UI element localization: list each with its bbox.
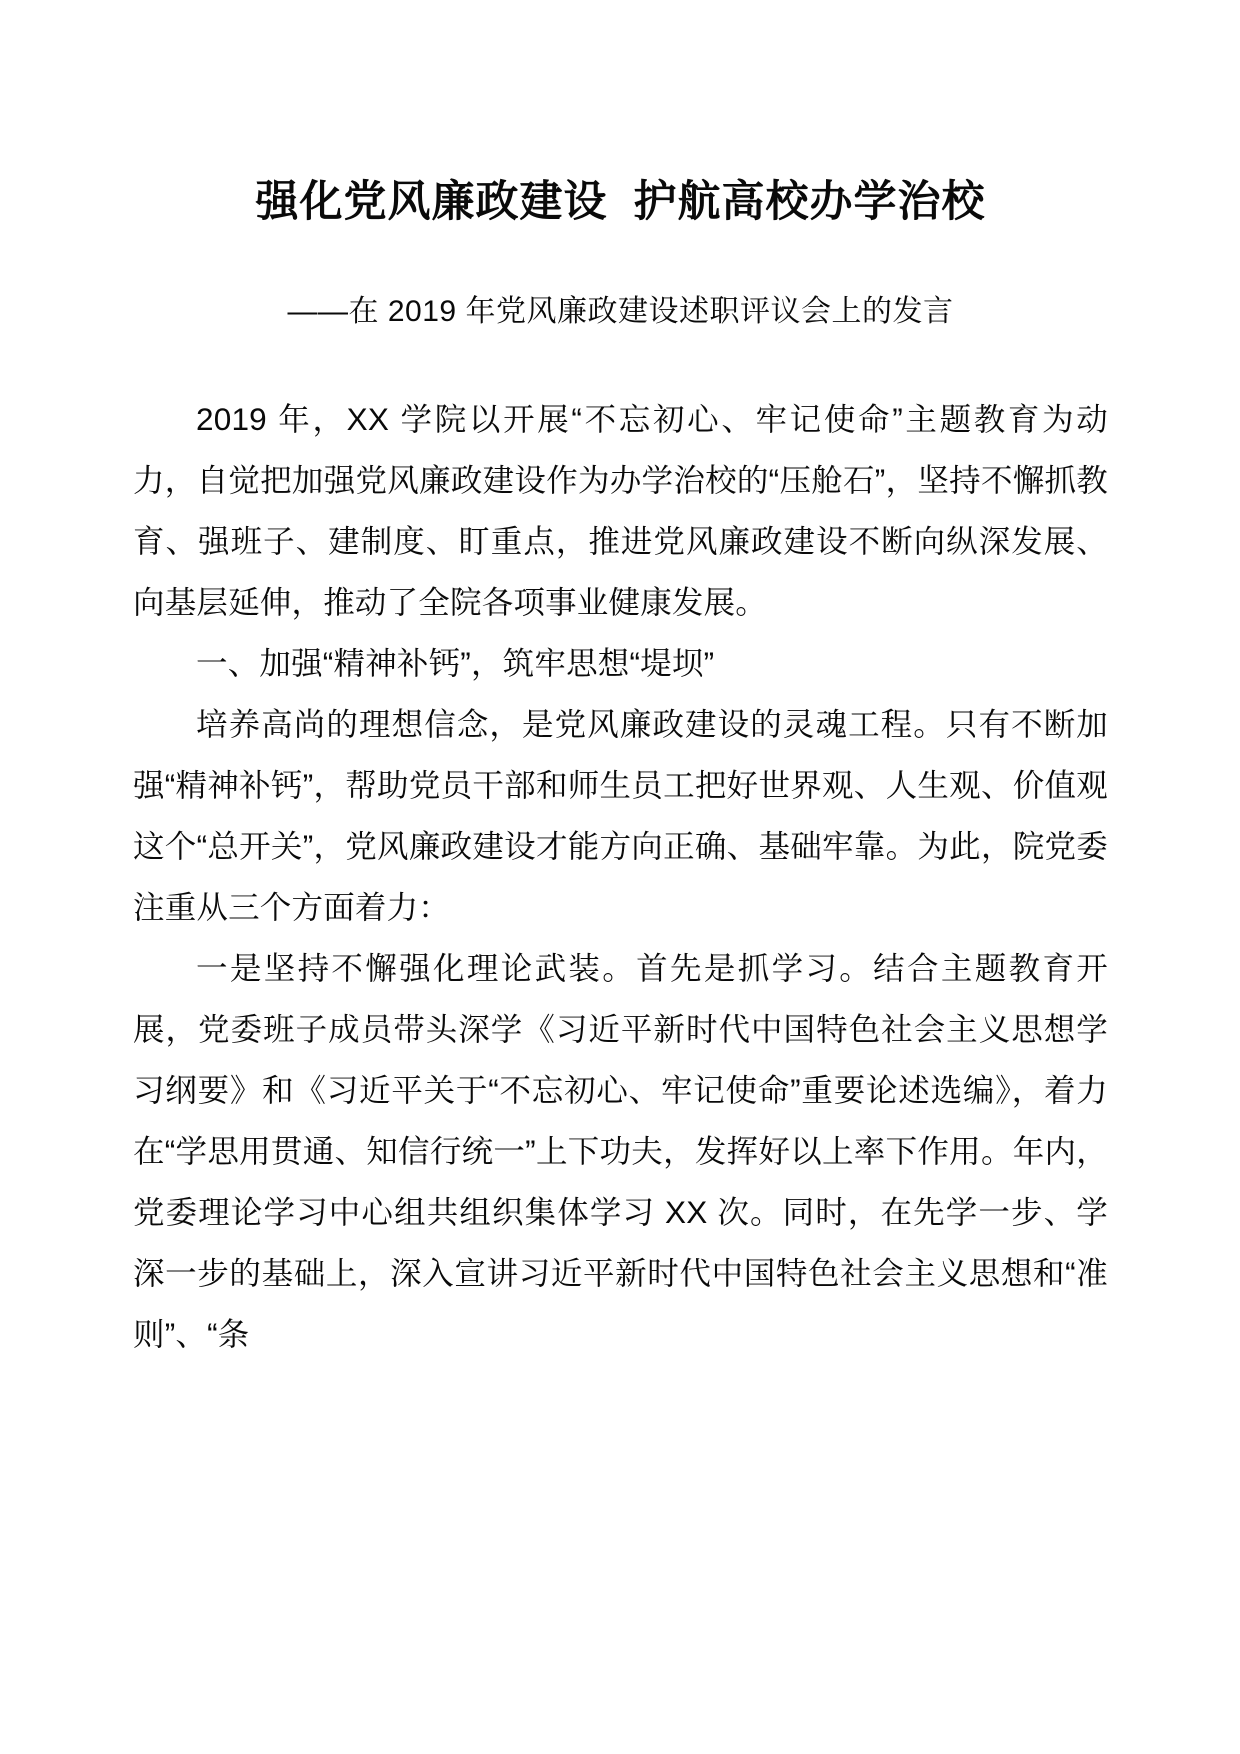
body-paragraph: 培养高尚的理想信念，是党风廉政建设的灵魂工程。只有不断加强“精神补钙”，帮助党员干部和师生员工把好世界观、人生观、价值观这个“总开关”，党风廉政建设才能方向正确、基础牢靠。为此，院党委注重从三个方面着力：	[133, 705, 1108, 925]
document-body	[133, 331, 1108, 1365]
document-title: 强化党风廉政建设 护航高校办学治校	[255, 178, 986, 226]
body-paragraph: 2019 年，XX 学院以开展“不忘初心、牢记使命”主题教育为动力，自觉把加强党风廉政建设作为办学治校的“压舱石”，坚持不懈抓教育、强班子、建制度、盯重点，推进党风廉政建设不断向纵深发展、向基层延伸，推动了全院各项事业健康发展。	[133, 400, 1108, 620]
document-subtitle: ——在 2019 年党风廉政建设述职评议会上的发言	[287, 294, 954, 328]
section-heading-one: 一、加强“精神补钙”，筑牢思想“堤坝”	[196, 644, 715, 681]
body-paragraph: 一是坚持不懈强化理论武装。首先是抓学习。结合主题教育开展，党委班子成员带头深学《习近平新时代中国特色社会主义思想学习纲要》和《习近平关于“不忘初心、牢记使命”重要论述选编》，着力在“学思用贯通、知信行统一”上下功夫，发挥好以上率下作用。年内，党委理论学习中心组共组织集体学习 XX 次。同时，在先学一步、学深一步的基础上，深入宣讲习近平新时代中国特色社会主义思想和“准则”、“条	[133, 949, 1108, 1352]
document-content	[133, 0, 1108, 1365]
